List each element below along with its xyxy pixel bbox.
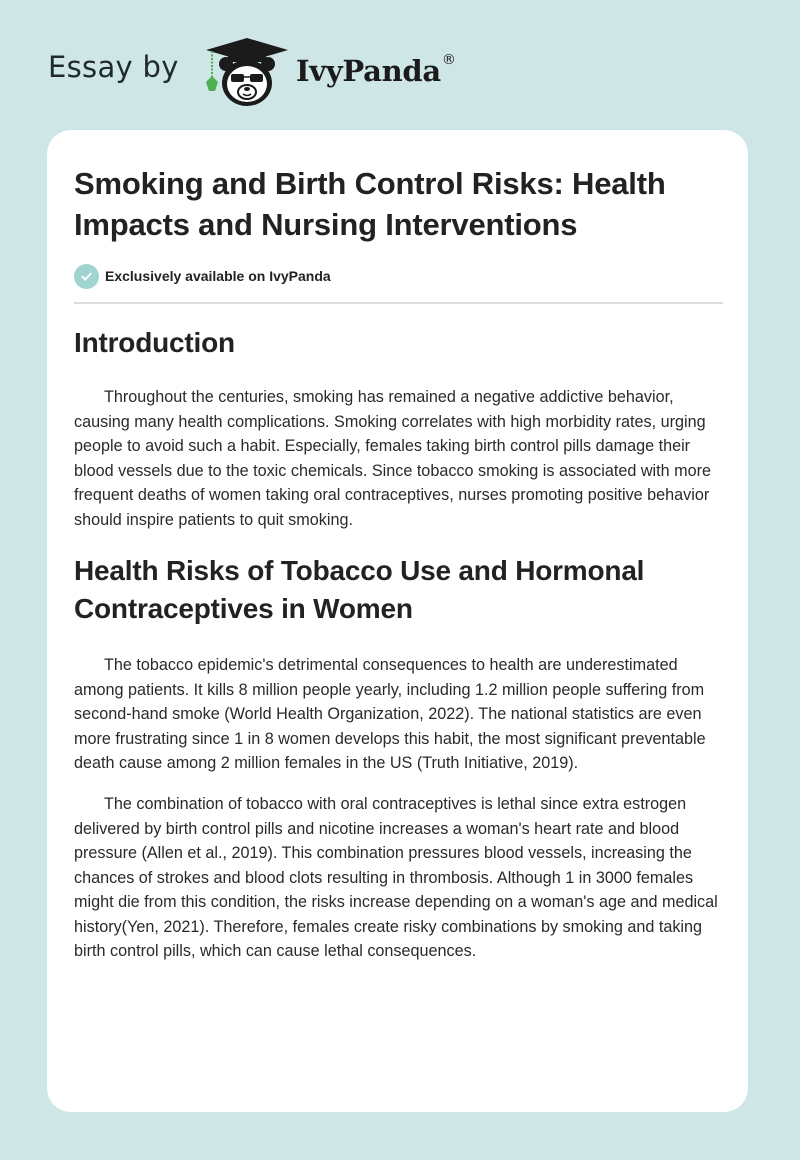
exclusive-badge xyxy=(74,263,331,289)
health-risks-paragraph-2: The combination of tobacco with oral contraceptives is lethal since extra estrogen delivered by birth control pills and nicotine increases a woman's heart rate and blood pressure (Allen et al., 2019). This combination pressures blood vessels, increasing the chances of strokes and blood clots resulting in thrombosis. Although 1 in 3000 females might die from this condition, the risks increase depending on a woman's age and medical history(Yen, 2021). Therefore, females create risky combinations by smoking and taking birth control pills, which can cause lethal consequences. xyxy=(74,795,718,960)
site-header xyxy=(0,0,800,130)
brand-text: IvyPanda xyxy=(296,54,441,88)
brand-name[interactable] xyxy=(296,54,456,88)
title-divider xyxy=(74,302,723,304)
essay-by-label: Essay by xyxy=(48,50,179,84)
section-heading-introduction: Introduction xyxy=(74,327,235,358)
check-circle-icon xyxy=(74,264,99,289)
intro-paragraph: Throughout the centuries, smoking has remained a negative addictive behavior, causing many health complications. Smoking correlates with high morbidity rates, urging people to avoid such a habit. Especially, females taking birth control pills damage their blood vessels due to the toxic chemicals. Since tobacco smoking is associated with more frequent deaths of women taking oral contraceptives, nurses promoting positive behavior should inspire patients to quit smoking. xyxy=(74,388,712,529)
exclusive-badge-text: Exclusively available on IvyPanda xyxy=(105,268,331,284)
health-risks-paragraph-1: The tobacco epidemic's detrimental consequences to health are underestimated among patients. It kills 8 million people yearly, including 1.2 million people suffering from second-hand smoke (World Health Organization, 2022). The national statistics are even more frustrating since 1 in 8 women develops this habit, the most significant preventable death cause among 2 million females in the US (Truth Initiative, 2019). xyxy=(74,656,706,772)
registered-mark: ® xyxy=(441,52,456,68)
section-heading-health-risks: Health Risks of Tobacco Use and Hormonal Contraceptives in Women xyxy=(74,555,645,624)
essay-card xyxy=(47,130,748,1112)
panda-graduate-logo-icon[interactable] xyxy=(202,36,292,108)
page-title: Smoking and Birth Control Risks: Health Impacts and Nursing Interventions xyxy=(74,166,666,242)
